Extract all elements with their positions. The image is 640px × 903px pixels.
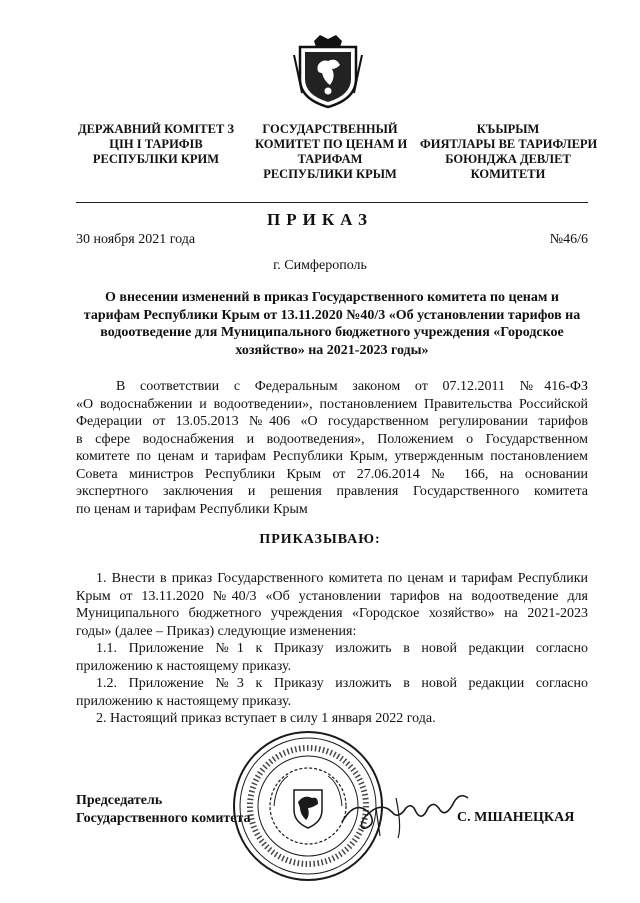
item-1-2-line: приложению к настоящему приказу. — [76, 693, 292, 709]
header-right-line: ФИЯТЛАРЫ ВЕ ТАРИФЛЕРИ — [420, 137, 598, 151]
signatory-position-line: Государственного комитета — [76, 811, 251, 826]
header-left-ukrainian — [76, 122, 236, 167]
header-center-line: РЕСПУБЛИКИ КРЫМ — [263, 167, 397, 181]
header-right-line: КЪЫРЫМ — [476, 122, 540, 136]
item-1-line: годы» (далее – Приказ) следующие изменения: — [76, 623, 357, 639]
signatory-position-line: Председатель — [76, 793, 163, 808]
preamble-line: экспертного заключения и решения правления Государственного комитета — [76, 484, 588, 499]
header-left-line: ЦІН І ТАРИФІВ — [109, 137, 203, 151]
document-number: №46/6 — [549, 232, 588, 247]
header-center-line: ТАРИФАМ — [297, 152, 363, 166]
item-2-line: 2. Настоящий приказ вступает в силу 1 января 2022 года. — [96, 711, 436, 726]
header-left-line: ДЕРЖАВНИЙ КОМІТЕТ З — [77, 122, 235, 136]
item-1-line: 1. Внести в приказ Государственного комитета по ценам и тарифам Республики — [96, 571, 588, 586]
preamble-line: «О водоснабжении и водоотведении», постановлением Правительства Российской — [76, 396, 588, 412]
header-left-line: РЕСПУБЛІКИ КРИМ — [92, 152, 220, 166]
item-1-1 — [76, 640, 588, 675]
item-1-2 — [76, 675, 588, 710]
document-subject — [76, 289, 588, 359]
signatory-name: С. МШАНЕЦКАЯ — [457, 810, 575, 825]
handwritten-signature — [336, 778, 476, 848]
preamble-line: Федерации от 13.05.2013 №406 «О государственном регулировании тарифов — [76, 414, 588, 429]
preamble-line: по ценам и тарифам Республики Крым — [76, 501, 308, 517]
header-center-line: ГОСУДАРСТВЕННЫЙ — [262, 122, 398, 136]
subject-line: водоотведение для Муниципального бюджетного учреждения «Городское — [100, 325, 564, 341]
subject-line: тарифам Республики Крым от 13.11.2020 №40/3 «Об установлении тарифов на — [83, 307, 581, 323]
preamble-line: Совета министров Республики Крым от 27.06.2014 № 166, на основании — [76, 466, 588, 482]
document-title: ПРИКАЗ — [267, 210, 373, 229]
item-1-1-line: 1.1. Приложение №1 к Приказу изложить в новой редакции согласно — [96, 641, 588, 656]
preamble-paragraph — [76, 378, 588, 518]
header-center-russian — [255, 122, 408, 182]
item-1-line: Крым от 13.11.2020 №40/3 «Об установлении тарифов на водоотведение для — [76, 588, 588, 604]
header-right-line: БОЮНДЖА ДЕВЛЕТ — [445, 152, 571, 166]
order-heading: ПРИКАЗЫВАЮ: — [259, 532, 381, 547]
item-1-2-line: 1.2. Приложение №3 к Приказу изложить в новой редакции согласно — [96, 676, 588, 691]
item-1-1-line: приложению к настоящему приказу. — [76, 658, 292, 674]
header-center-line: КОМИТЕТ ПО ЦЕНАМ И — [255, 137, 408, 151]
header-divider — [76, 202, 588, 203]
header-right-line: КОМИТЕТИ — [470, 167, 546, 181]
item-1-line: Муниципального бюджетного учреждения «Городское хозяйство» на 2021-2023 — [76, 606, 588, 621]
preamble-line: комитете по ценам и тарифам Республики Крым, утвержденным постановлением — [76, 449, 588, 464]
preamble-line: в сфере водоснабжения и водоотведения», Положением о Государственном — [76, 431, 588, 447]
document-city: г. Симферополь — [273, 258, 367, 273]
header-right-crimean-tatar — [420, 122, 596, 182]
subject-line: хозяйство» на 2021-2023 годы» — [235, 342, 429, 358]
subject-line: О внесении изменений в приказ Государственного комитета по ценам и — [105, 290, 559, 305]
item-1 — [76, 570, 588, 640]
coat-of-arms-emblem — [292, 33, 364, 111]
document-date: 30 ноября 2021 года — [76, 232, 196, 247]
signatory-position — [76, 792, 251, 828]
preamble-line: В соответствии с Федеральным законом от 07.12.2011 №416-ФЗ — [116, 379, 588, 394]
